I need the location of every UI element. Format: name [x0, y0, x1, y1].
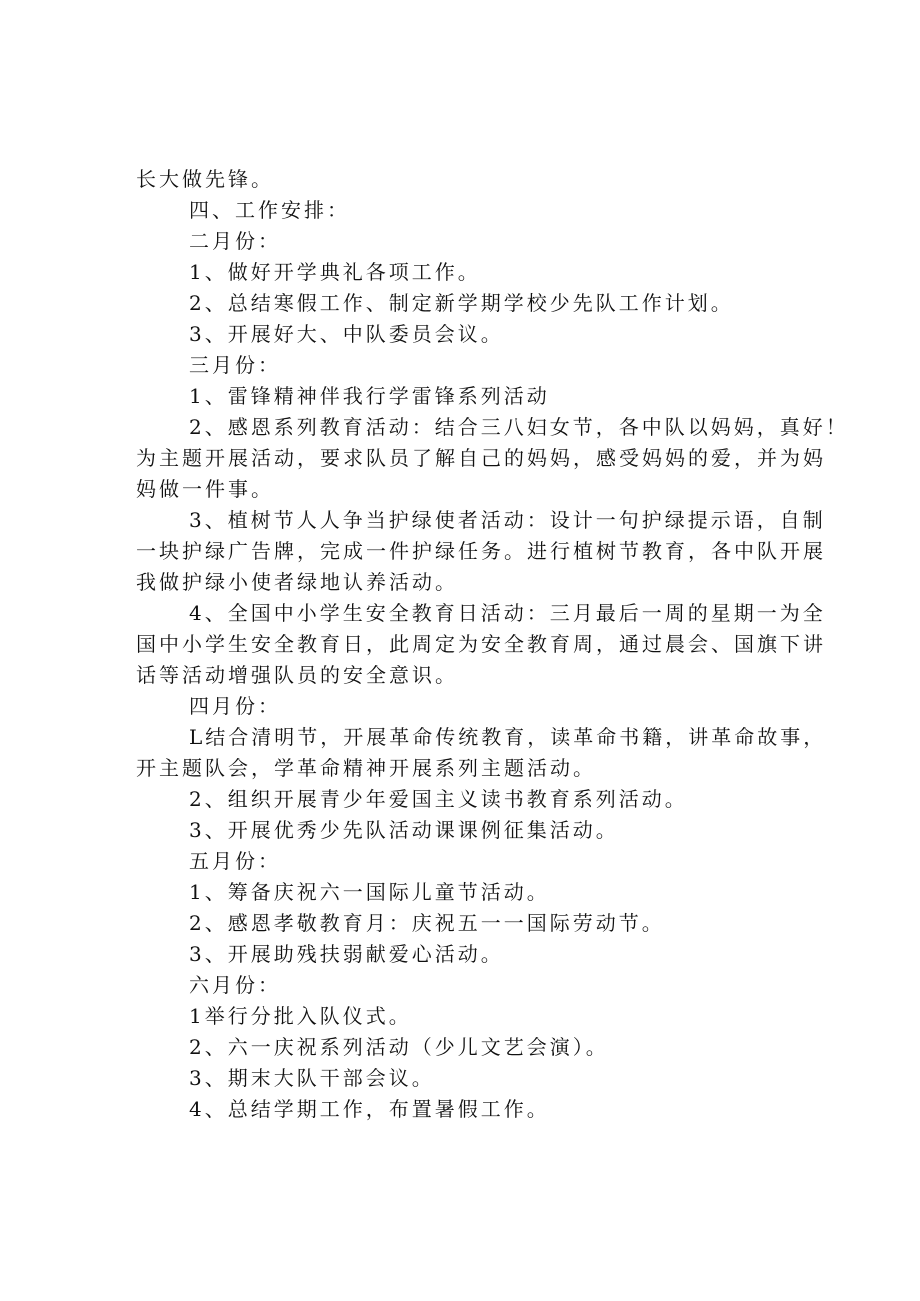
- text-line: 2、感恩孝敬教育月：庆祝五一一国际劳动节。: [189, 911, 665, 935]
- text-line: 1、筹备庆祝六一国际儿童节活动。: [189, 880, 550, 904]
- text-line: 4、总结学期工作，布置暑假工作。: [189, 1097, 550, 1121]
- text-line: 国中小学生安全教育日，此周定为安全教育周，通过晨会、国旗下讲: [136, 632, 826, 656]
- document-body: [136, 164, 849, 1125]
- text-line: 4、全国中小学生安全教育日活动：三月最后一周的星期一为全: [189, 601, 826, 625]
- text-line: 四月份：: [189, 694, 281, 718]
- text-line: 六月份：: [189, 973, 281, 997]
- text-line: 3、植树节人人争当护绿使者活动：设计一句护绿提示语，自制: [189, 508, 826, 532]
- text-line: 1、雷锋精神伴我行学雷锋系列活动: [189, 384, 550, 408]
- text-line: 一块护绿广告牌，完成一件护绿任务。进行植树节教育，各中队开展: [136, 539, 826, 563]
- text-line: 四、工作安排：: [189, 198, 350, 222]
- text-line: 为主题开展活动，要求队员了解自己的妈妈，感受妈妈的爱，并为妈: [136, 446, 826, 470]
- text-line: 话等活动增强队员的安全意识。: [136, 663, 458, 687]
- text-line: 二月份：: [189, 229, 281, 253]
- text-line: 2、感恩系列教育活动：结合三八妇女节，各中队以妈妈，真好！: [189, 415, 849, 439]
- text-line: 我做护绿小使者绿地认养活动。: [136, 570, 458, 594]
- text-line: 3、期末大队干部会议。: [189, 1066, 435, 1090]
- text-line: 2、组织开展青少年爱国主义读书教育系列活动。: [189, 787, 688, 811]
- text-line: 2、六一庆祝系列活动（少儿文艺会演）。: [189, 1035, 609, 1059]
- text-line: 1、做好开学典礼各项工作。: [189, 260, 481, 284]
- text-line: 3、开展助残扶弱献爱心活动。: [189, 942, 504, 966]
- text-line: 五月份：: [189, 849, 281, 873]
- text-line: 2、总结寒假工作、制定新学期学校少先队工作计划。: [189, 291, 734, 315]
- text-line: 妈做一件事。: [136, 477, 274, 501]
- text-line: L结合清明节，开展革命传统教育，读革命书籍，讲革命故事，: [189, 725, 827, 749]
- text-line: 开主题队会，学革命精神开展系列主题活动。: [136, 756, 596, 780]
- text-line: 三月份：: [189, 353, 281, 377]
- text-line: 长大做先锋。: [136, 167, 274, 191]
- text-line: 3、开展优秀少先队活动课课例征集活动。: [189, 818, 619, 842]
- text-line: 3、开展好大、中队委员会议。: [189, 322, 504, 346]
- text-line: 1举行分批入队仪式。: [189, 1004, 412, 1028]
